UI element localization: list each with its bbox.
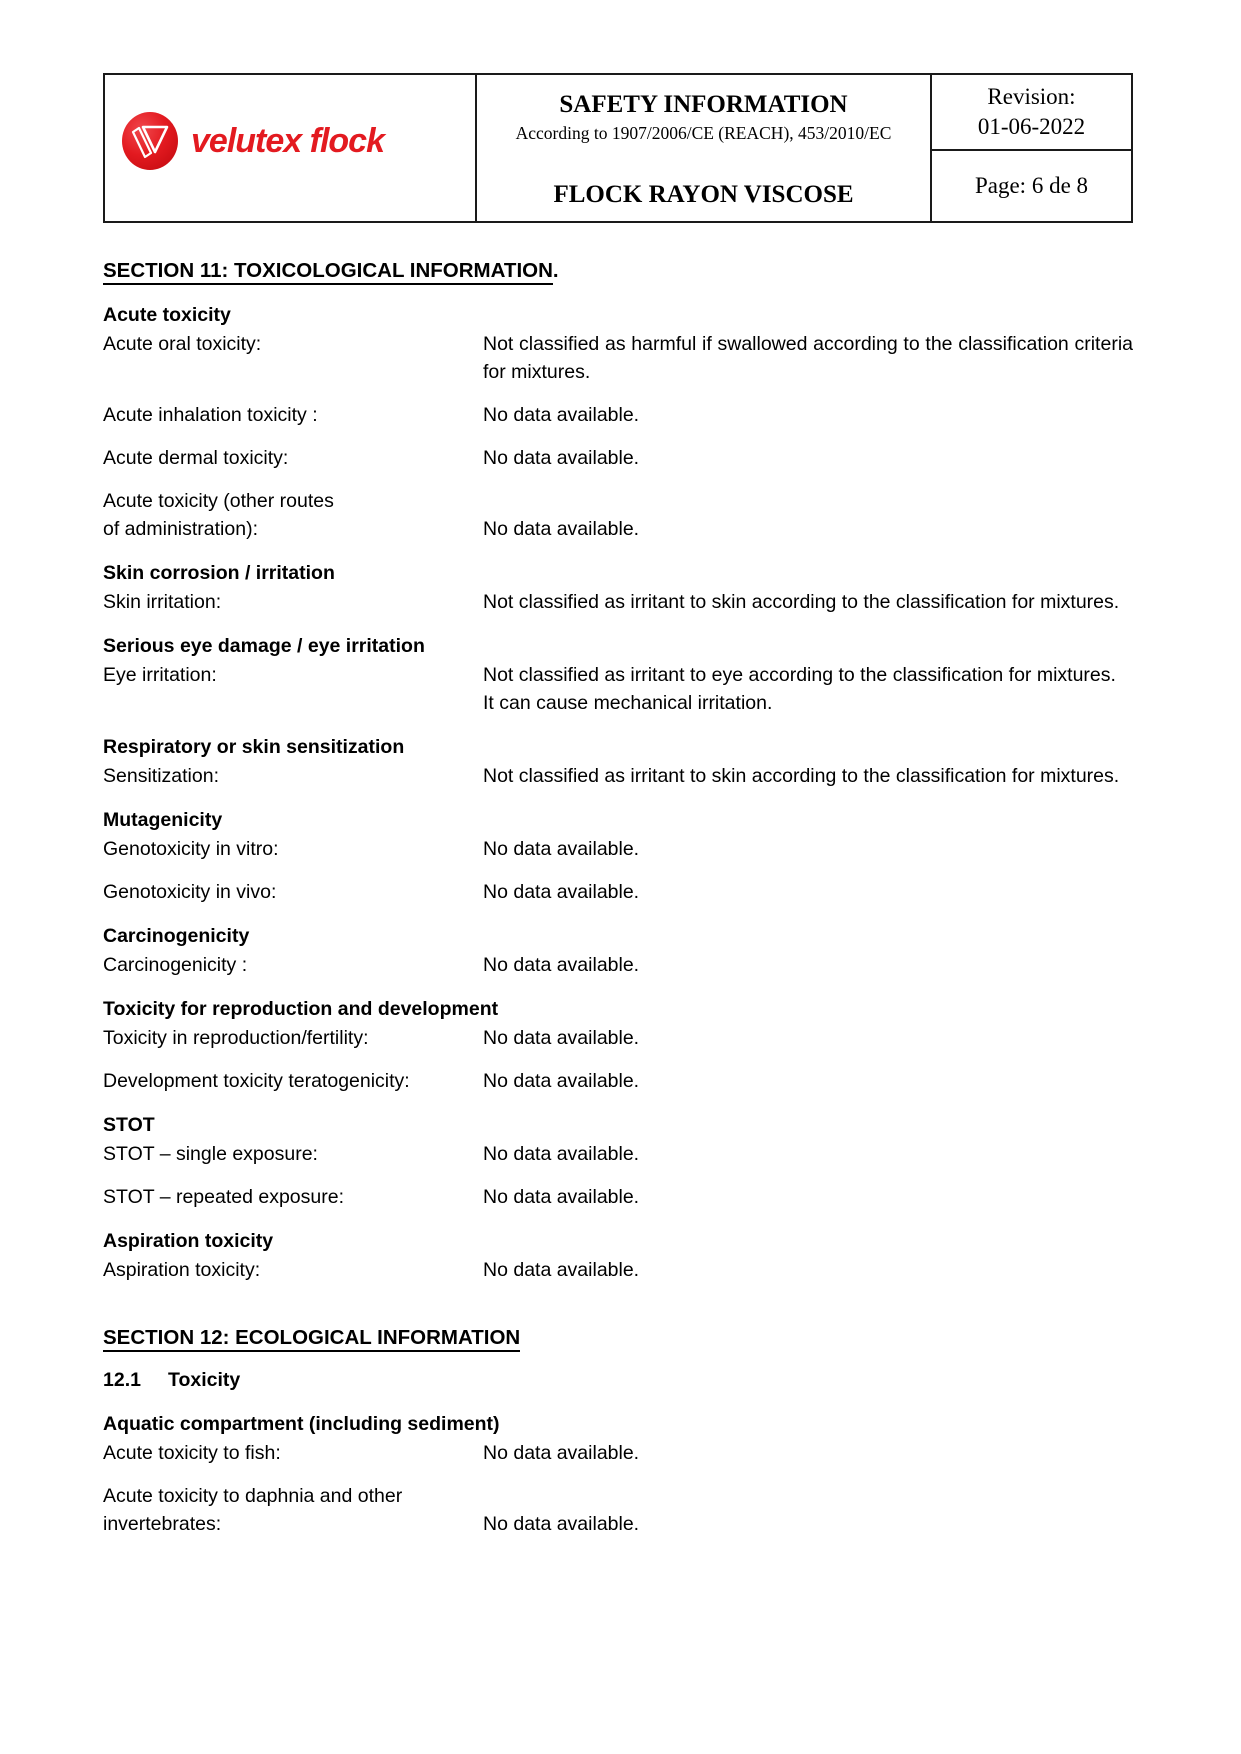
row-label: Acute inhalation toxicity : — [103, 404, 318, 426]
section-12 — [103, 1324, 1133, 1538]
value-text: Not classified as irritant to eye according to the classification for mixtures. — [483, 664, 1116, 686]
row-label: Acute toxicity (other routes of administration): — [103, 490, 334, 540]
row-value — [483, 1183, 1133, 1211]
section-title-suffix: . — [552, 259, 559, 282]
data-row — [103, 444, 1133, 472]
data-row — [103, 878, 1133, 906]
row-value — [483, 878, 1133, 906]
value-text: No data available. — [483, 1070, 640, 1092]
data-row — [103, 1024, 1133, 1052]
row-label: Aspiration toxicity: — [103, 1259, 261, 1281]
row-value — [483, 1510, 1133, 1538]
group-heading: Respiratory or skin sensitization — [103, 736, 405, 758]
property-group — [103, 1111, 1133, 1211]
row-value — [483, 515, 1133, 543]
data-row — [103, 401, 1133, 429]
value-text: No data available. — [483, 954, 640, 976]
brand-logo-text: velutex flock — [191, 121, 384, 160]
section-title-text: SECTION 12: ECOLOGICAL INFORMATION — [103, 1326, 520, 1352]
value-text: No data available. — [483, 404, 640, 426]
property-group — [103, 733, 1133, 790]
row-label: Acute oral toxicity: — [103, 333, 262, 355]
value-text: No data available. — [483, 1442, 640, 1464]
header-title-block — [483, 91, 924, 144]
document-subtitle: According to 1907/2006/CE (REACH), 453/2010/EC — [515, 122, 892, 143]
row-value — [483, 588, 1133, 616]
property-group — [103, 301, 1133, 543]
data-row — [103, 1482, 1133, 1538]
value-text: No data available. — [483, 881, 640, 903]
row-value — [483, 951, 1133, 979]
property-group — [103, 1410, 1133, 1538]
property-group — [103, 995, 1133, 1095]
row-label: Acute dermal toxicity: — [103, 447, 289, 469]
header-logo-cell — [105, 75, 477, 221]
property-group — [103, 559, 1133, 616]
property-group — [103, 806, 1133, 906]
row-value — [483, 1439, 1133, 1467]
row-label: STOT – repeated exposure: — [103, 1186, 345, 1208]
page-indicator: Page: 6 de 8 — [974, 173, 1089, 198]
row-value — [483, 835, 1133, 863]
data-row — [103, 1140, 1133, 1168]
section-11 — [103, 257, 1133, 1284]
row-value — [483, 762, 1133, 790]
row-value — [483, 401, 1133, 429]
data-row — [103, 835, 1133, 863]
row-value — [483, 330, 1133, 386]
data-row — [103, 951, 1133, 979]
group-heading: STOT — [103, 1114, 155, 1136]
row-value — [483, 1140, 1133, 1168]
data-row — [103, 1067, 1133, 1095]
row-label: Acute toxicity to daphnia and other invertebrates: — [103, 1485, 403, 1535]
row-value — [483, 1067, 1133, 1095]
brand-logo — [121, 111, 384, 171]
row-value — [483, 444, 1133, 472]
group-heading: Serious eye damage / eye irritation — [103, 635, 425, 657]
group-heading: Carcinogenicity — [103, 925, 250, 947]
value-text: No data available. — [483, 1259, 640, 1281]
value-text: Not classified as harmful if swallowed according to the classification criteria for mixtures. — [483, 333, 1133, 383]
group-heading: Acute toxicity — [103, 304, 231, 326]
data-row — [103, 1256, 1133, 1284]
document-title: SAFETY INFORMATION — [559, 91, 848, 118]
value-text: It can cause mechanical irritation. — [483, 692, 773, 714]
product-name: FLOCK RAYON VISCOSE — [553, 181, 854, 208]
section-title-text: SECTION 11: TOXICOLOGICAL INFORMATION — [103, 259, 553, 285]
subsection-heading — [103, 1366, 1133, 1394]
data-row — [103, 1183, 1133, 1211]
data-row — [103, 661, 1133, 717]
data-row — [103, 588, 1133, 616]
revision-date: 01-06-2022 — [977, 114, 1086, 139]
property-group — [103, 1227, 1133, 1284]
row-label: Toxicity in reproduction/fertility: — [103, 1027, 369, 1049]
group-heading: Toxicity for reproduction and development — [103, 998, 499, 1020]
header-meta-cell — [932, 75, 1131, 221]
row-label: Carcinogenicity : — [103, 954, 248, 976]
row-label: Genotoxicity in vivo: — [103, 881, 277, 903]
row-value — [483, 1024, 1133, 1052]
group-heading: Skin corrosion / irritation — [103, 562, 335, 584]
data-row — [103, 330, 1133, 386]
velutex-logo-icon — [121, 111, 179, 171]
group-heading: Aspiration toxicity — [103, 1230, 274, 1252]
subsection-title: Toxicity — [168, 1369, 241, 1391]
value-text: No data available. — [483, 518, 640, 540]
row-value — [483, 661, 1133, 717]
row-label: Skin irritation: — [103, 591, 222, 613]
property-group — [103, 922, 1133, 979]
value-text: No data available. — [483, 1027, 640, 1049]
value-text: Not classified as irritant to skin according to the classification for mixtures. — [483, 591, 1120, 613]
row-label: Development toxicity teratogenicity: — [103, 1070, 410, 1092]
revision-label: Revision: — [987, 84, 1076, 110]
value-text: No data available. — [483, 447, 640, 469]
value-text: No data available. — [483, 1143, 640, 1165]
row-label: Eye irritation: — [103, 664, 217, 686]
row-label: Acute toxicity to fish: — [103, 1442, 281, 1464]
property-group — [103, 632, 1133, 717]
data-row — [103, 487, 1133, 543]
value-text: No data available. — [483, 838, 640, 860]
value-text: No data available. — [483, 1513, 640, 1535]
document-body — [103, 257, 1133, 1538]
header-table — [103, 73, 1133, 223]
header-title-cell — [477, 75, 932, 221]
row-label: STOT – single exposure: — [103, 1143, 318, 1165]
data-row — [103, 1439, 1133, 1467]
group-heading: Aquatic compartment (including sediment) — [103, 1413, 500, 1435]
row-label: Genotoxicity in vitro: — [103, 838, 279, 860]
revision-cell — [932, 75, 1131, 151]
value-text: No data available. — [483, 1186, 640, 1208]
section-title — [103, 1324, 1133, 1352]
group-heading: Mutagenicity — [103, 809, 223, 831]
data-row — [103, 762, 1133, 790]
row-value — [483, 1256, 1133, 1284]
section-title — [103, 257, 1133, 285]
subsection-number: 12.1 — [103, 1369, 141, 1391]
row-label: Sensitization: — [103, 765, 219, 787]
value-text: Not classified as irritant to skin according to the classification for mixtures. — [483, 765, 1120, 787]
